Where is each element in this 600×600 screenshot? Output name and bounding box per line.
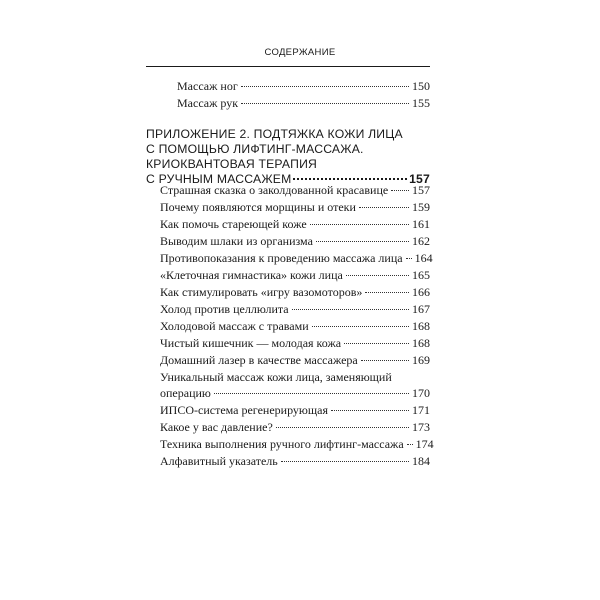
toc-entry-page: 166 [412, 285, 430, 299]
toc-leader-dots [281, 461, 409, 462]
toc-leader-dots [276, 427, 409, 428]
section-heading-line: КРИОКВАНТОВАЯ ТЕРАПИЯ [146, 157, 318, 171]
running-head: СОДЕРЖАНИЕ [264, 47, 336, 58]
toc-entry-title: Выводим шлаки из организма [160, 234, 313, 248]
toc-entry-title: «Клеточная гимнастика» кожи лица [160, 268, 343, 282]
toc-leader-dots [241, 103, 409, 104]
toc-entry-title: Холодовой массаж с травами [160, 319, 309, 333]
header-rule [146, 66, 430, 67]
toc-entry[interactable] [160, 250, 433, 266]
toc-leader-dots [359, 207, 409, 208]
toc-entry-first-line[interactable]: Уникальный массаж кожи лица, заменяющий [160, 370, 392, 384]
toc-entry[interactable] [160, 284, 430, 300]
toc-entry[interactable] [160, 419, 430, 435]
toc-entry-page: 165 [412, 268, 430, 282]
toc-leader-dots [365, 292, 409, 293]
toc-entry[interactable] [160, 318, 430, 334]
toc-entry-title: Почему появляются морщины и отеки [160, 200, 356, 214]
section-heading-last-line: С РУЧНЫМ МАССАЖЕМ [146, 172, 292, 186]
toc-entry[interactable] [177, 95, 430, 111]
toc-entry-page: 184 [412, 454, 430, 468]
toc-entry-title: Алфавитный указатель [160, 454, 278, 468]
toc-entry-page: 150 [412, 79, 430, 93]
toc-entry-title: Страшная сказка о заколдованной красавице [160, 183, 389, 197]
toc-entry-title: Как помочь стареющей коже [160, 217, 307, 231]
toc-leader-dots [407, 444, 413, 445]
toc-entry-title: Какое у вас давление? [160, 420, 273, 434]
toc-leader-dots [406, 258, 412, 259]
toc-leader-dots [241, 86, 409, 87]
toc-entry[interactable] [160, 301, 430, 317]
toc-entry[interactable] [160, 267, 430, 283]
toc-entry[interactable] [160, 385, 430, 401]
toc-entry-title: Чистый кишечник — молодая кожа [160, 336, 342, 350]
toc-entry-title: Массаж рук [177, 96, 239, 110]
toc-leader-dots [214, 393, 409, 394]
toc-leader-dots [346, 275, 409, 276]
toc-entry-page: 162 [412, 234, 430, 248]
toc-entry-title: Как стимулировать «игру вазомоторов» [160, 285, 363, 299]
toc-entry-page: 159 [412, 200, 430, 214]
toc-entry[interactable] [160, 402, 430, 418]
section-heading-line: С ПОМОЩЬЮ ЛИФТИНГ-МАССАЖА. [146, 142, 364, 156]
section-page: 157 [409, 172, 430, 186]
toc-entry-page: 164 [414, 251, 433, 265]
toc-entry-page: 168 [412, 336, 430, 350]
toc-leader-dots [293, 178, 407, 180]
toc-entry-title: ИПСО-система регенерирующая [160, 403, 328, 417]
toc-entry-title: Массаж ног [177, 79, 238, 93]
toc-leader-dots [310, 224, 409, 225]
toc-entry-title: Техника выполнения ручного лифтинг-массажа [160, 437, 404, 451]
toc-entry[interactable] [160, 233, 430, 249]
toc-entry-page: 167 [412, 302, 430, 316]
toc-entry[interactable] [160, 182, 430, 198]
toc-entry-page: 161 [412, 217, 430, 231]
toc-leader-dots [312, 326, 409, 327]
toc-entry[interactable] [160, 216, 430, 232]
toc-entry[interactable] [160, 352, 430, 368]
toc-leader-dots [331, 410, 409, 411]
toc-leader-dots [361, 360, 409, 361]
toc-entry[interactable] [177, 78, 430, 94]
toc-entry-page: 169 [412, 353, 430, 367]
toc-leader-dots [292, 309, 409, 310]
toc-entry-page: 155 [412, 96, 430, 110]
toc-entry[interactable] [160, 436, 434, 452]
toc-entry-title: Холод против целлюлита [160, 302, 289, 316]
section-heading-line: ПРИЛОЖЕНИЕ 2. ПОДТЯЖКА КОЖИ ЛИЦА [146, 127, 403, 141]
toc-leader-dots [344, 343, 409, 344]
toc-entry[interactable] [160, 453, 430, 469]
toc-leader-dots [316, 241, 409, 242]
toc-entry-page: 157 [412, 183, 430, 197]
toc-entry-page: 174 [415, 437, 434, 451]
toc-entry-title: Домашний лазер в качестве массажера [160, 353, 358, 367]
toc-entry[interactable] [160, 335, 430, 351]
toc-entry-page: 173 [412, 420, 430, 434]
toc-entry-page: 171 [412, 403, 430, 417]
toc-entry-title-continued: операцию [160, 386, 211, 400]
toc-entry[interactable] [160, 199, 430, 215]
toc-entry-page: 170 [412, 386, 430, 400]
toc-entry-page: 168 [412, 319, 430, 333]
toc-leader-dots [391, 190, 409, 191]
toc-entry-title: Противопоказания к проведению массажа лица [160, 251, 403, 265]
